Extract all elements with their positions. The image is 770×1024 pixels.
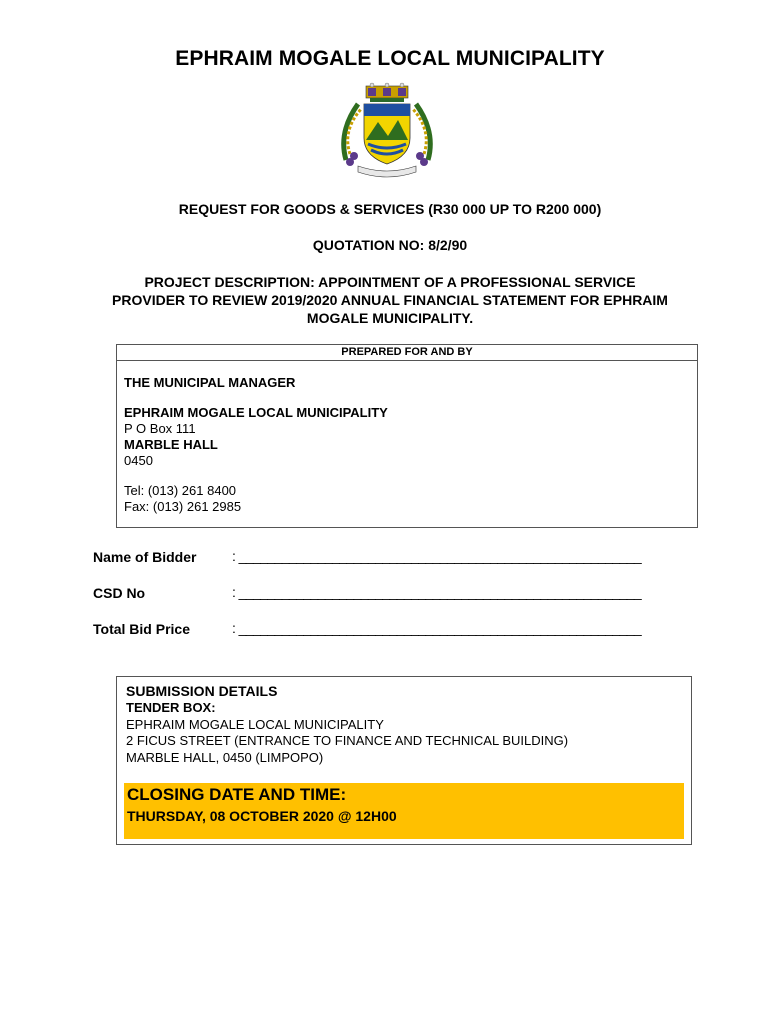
submission-title: SUBMISSION DETAILS [126, 683, 278, 699]
total-bid-price-field[interactable]: : ________________________________________________________ [232, 620, 642, 636]
po-box: P O Box 111 [124, 421, 196, 436]
tender-box-label: TENDER BOX: [126, 700, 216, 715]
quotation-number: QUOTATION NO: 8/2/90 [312, 237, 468, 253]
document-title: EPHRAIM MOGALE LOCAL MUNICIPALITY [175, 47, 605, 70]
prepared-heading: PREPARED FOR AND BY [117, 345, 697, 361]
organization-name: EPHRAIM MOGALE LOCAL MUNICIPALITY [124, 405, 388, 420]
csd-no-label: CSD No [93, 585, 146, 601]
municipal-crest-logo [328, 82, 446, 178]
postal-code: 0450 [124, 453, 153, 468]
project-description: PROJECT DESCRIPTION: APPOINTMENT OF A PROFESSIONAL SERVICE PROVIDER TO REVIEW 2019/2020 ANNUAL FINANCIAL STATEMENT FOR EPHRAIM MOGALE MUNICIPALITY. [112, 274, 668, 326]
telephone: Tel: (013) 261 8400 [124, 483, 237, 498]
closing-heading: CLOSING DATE AND TIME: [127, 785, 347, 804]
submission-details-box [116, 676, 692, 845]
total-bid-price-label: Total Bid Price [93, 621, 190, 637]
town: MARBLE HALL [124, 437, 218, 452]
bidder-name-field[interactable]: : ________________________________________________________ [232, 548, 642, 564]
prepared-address [124, 375, 388, 515]
closing-value: THURSDAY, 08 OCTOBER 2020 @ 12H00 [127, 808, 397, 824]
submission-line-1: EPHRAIM MOGALE LOCAL MUNICIPALITY [126, 716, 384, 732]
fax: Fax: (013) 261 2985 [124, 499, 242, 514]
closing-date-banner [124, 783, 684, 839]
csd-no-field[interactable]: : ________________________________________________________ [232, 584, 642, 600]
submission-address [126, 700, 568, 766]
bidder-name-label: Name of Bidder [93, 549, 197, 565]
request-heading: REQUEST FOR GOODS & SERVICES (R30 000 UP TO R200 000) [178, 201, 602, 217]
submission-line-2: 2 FICUS STREET (ENTRANCE TO FINANCE AND TECHNICAL BUILDING) [126, 733, 569, 748]
prepared-for-box [116, 344, 698, 528]
submission-line-3: MARBLE HALL, 0450 (LIMPOPO) [126, 749, 324, 765]
municipal-manager: THE MUNICIPAL MANAGER [124, 375, 296, 390]
